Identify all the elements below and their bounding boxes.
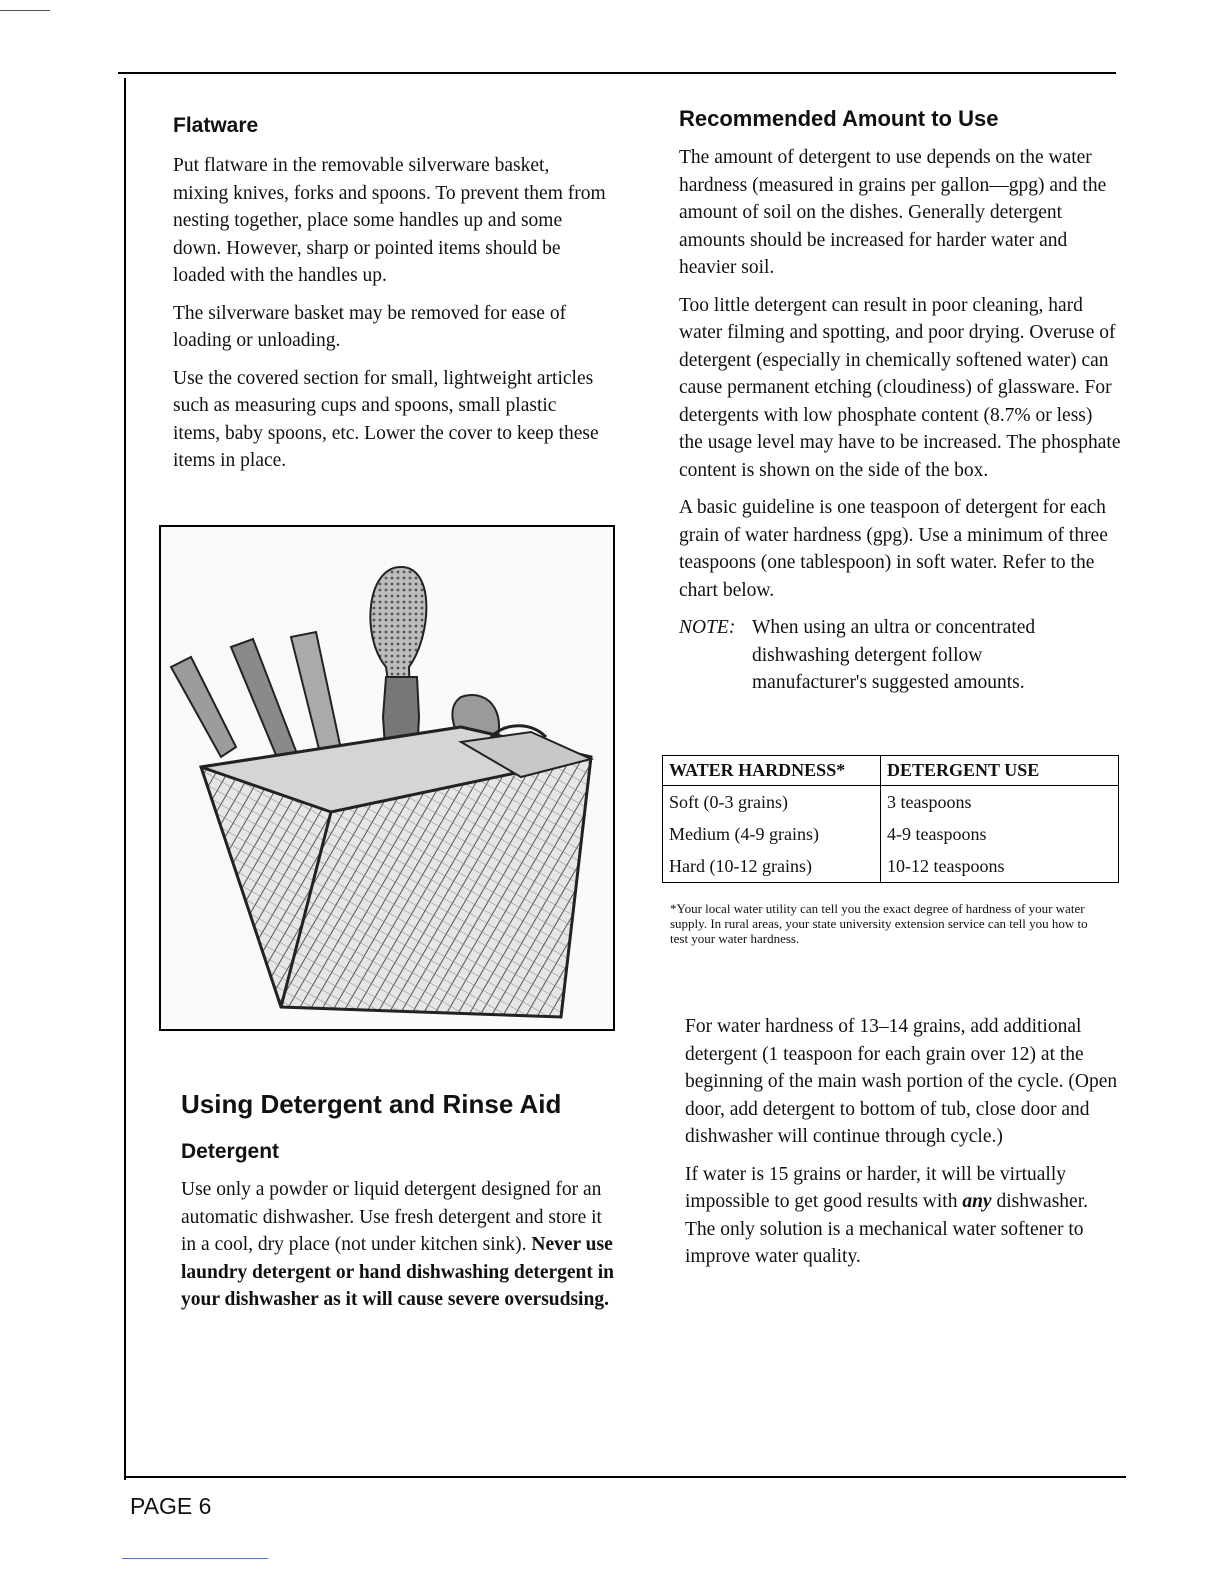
bottom-accent-line bbox=[122, 1558, 268, 1559]
table-header: DETERGENT USE bbox=[881, 756, 1119, 786]
table-cell: Hard (10-12 grains) bbox=[663, 850, 881, 882]
table-cell: 3 teaspoons bbox=[887, 791, 972, 812]
detergent-para bbox=[181, 1176, 616, 1314]
table-cell: 4-9 teaspoons bbox=[887, 823, 987, 844]
silverware-basket-illustration bbox=[159, 525, 615, 1031]
corner-mark bbox=[0, 10, 50, 11]
top-rule bbox=[118, 72, 1116, 74]
left-rule bbox=[124, 78, 126, 1480]
flatware-para-1: Put flatware in the removable silverware basket, mixing knives, forks and spoons. To prevent them from nesting together, place some handles up and some down. However, sharp or pointed items should be loaded with the handles up. bbox=[173, 155, 606, 286]
table-row bbox=[663, 850, 1118, 882]
water-softener-para bbox=[685, 1161, 1120, 1271]
detergent-para-plain: Use only a powder or liquid detergent designed for an automatic dishwasher. Use fresh detergent and store it in a cool, dry place (not under kitchen sink). bbox=[181, 1179, 602, 1255]
detergent-section bbox=[181, 1088, 621, 1324]
note-label: NOTE: bbox=[679, 617, 736, 638]
hardness-table bbox=[662, 755, 1119, 883]
table-header: WATER HARDNESS* bbox=[663, 756, 881, 786]
note-block bbox=[679, 614, 1121, 697]
table-row bbox=[663, 786, 1118, 819]
recommended-para-3: A basic guideline is one teaspoon of detergent for each grain of water hardness (gpg). Use a minimum of three teaspoons (one tablespoon) in soft water. Refer to the chart below. bbox=[679, 497, 1108, 601]
recommended-para-2: Too little detergent can result in poor cleaning, hard water filming and spotting, and poor drying. Overuse of detergent (especially in chemically softened water) can cause permanent etching (cloudiness) of glassware. For detergents with low phosphate content (8.7% or less) the usage level may have to be increased. The phosphate content is shown on the side of the box. bbox=[679, 294, 1121, 481]
section-heading: Using Detergent and Rinse Aid bbox=[181, 1089, 562, 1119]
table-cell: Medium (4-9 grains) bbox=[663, 818, 881, 850]
more-detergent-para: For water hardness of 13–14 grains, add additional detergent (1 teaspoon for each grain over 12) at the beginning of the main wash portion of the cycle. (Open door, add detergent to bottom of tub, close door and dishwasher will continue through cycle.) bbox=[685, 1016, 1118, 1147]
note-text: When using an ultra or concentrated dishwashing detergent follow manufacturer's suggested amounts. bbox=[752, 617, 1036, 693]
table-header-row bbox=[663, 756, 1118, 786]
detergent-warning: Never use laundry detergent or hand dishwashing detergent in your dishwasher as it will cause severe oversudsing. bbox=[181, 1234, 615, 1310]
page-number: PAGE 6 bbox=[130, 1493, 212, 1519]
detergent-subheading: Detergent bbox=[181, 1140, 280, 1163]
recommended-heading: Recommended Amount to Use bbox=[679, 106, 999, 131]
flatware-section bbox=[173, 114, 608, 485]
recommended-section bbox=[679, 106, 1121, 697]
softener-text-before: If water is 15 grains or harder, it will be virtually impossible to get good results with bbox=[685, 1163, 1066, 1212]
recommended-para-1: The amount of detergent to use depends on the water hardness (measured in grains per gallon—gpg) and the amount of soil on the dishes. Generally detergent amounts should be increased for harder water and heavier soil. bbox=[679, 147, 1107, 278]
flatware-para-3: Use the covered section for small, lightweight articles such as measuring cups and spoons, small plastic items, baby spoons, etc. Lower the cover to keep these items in place. bbox=[173, 367, 599, 471]
more-detergent-section bbox=[685, 1013, 1120, 1281]
basket-drawing bbox=[161, 527, 613, 1029]
softener-emphasis: any bbox=[962, 1191, 992, 1212]
flatware-heading: Flatware bbox=[173, 114, 259, 137]
softener-text-after: dishwasher. The only solution is a mechanical water softener to improve water quality. bbox=[685, 1191, 1088, 1267]
table-cell: 10-12 teaspoons bbox=[887, 855, 1005, 876]
knife-shape-2 bbox=[231, 639, 299, 767]
table-footnote: *Your local water utility can tell you the exact degree of hardness of your water supply. In rural areas, your state university extension service can tell you how to test your water hardness. bbox=[670, 901, 1088, 946]
bottom-rule bbox=[124, 1476, 1126, 1478]
flatware-para-2: The silverware basket may be removed for ease of loading or unloading. bbox=[173, 302, 567, 351]
table-cell: Soft (0-3 grains) bbox=[663, 786, 881, 819]
table-row bbox=[663, 818, 1118, 850]
knife-shape-1 bbox=[171, 657, 236, 757]
